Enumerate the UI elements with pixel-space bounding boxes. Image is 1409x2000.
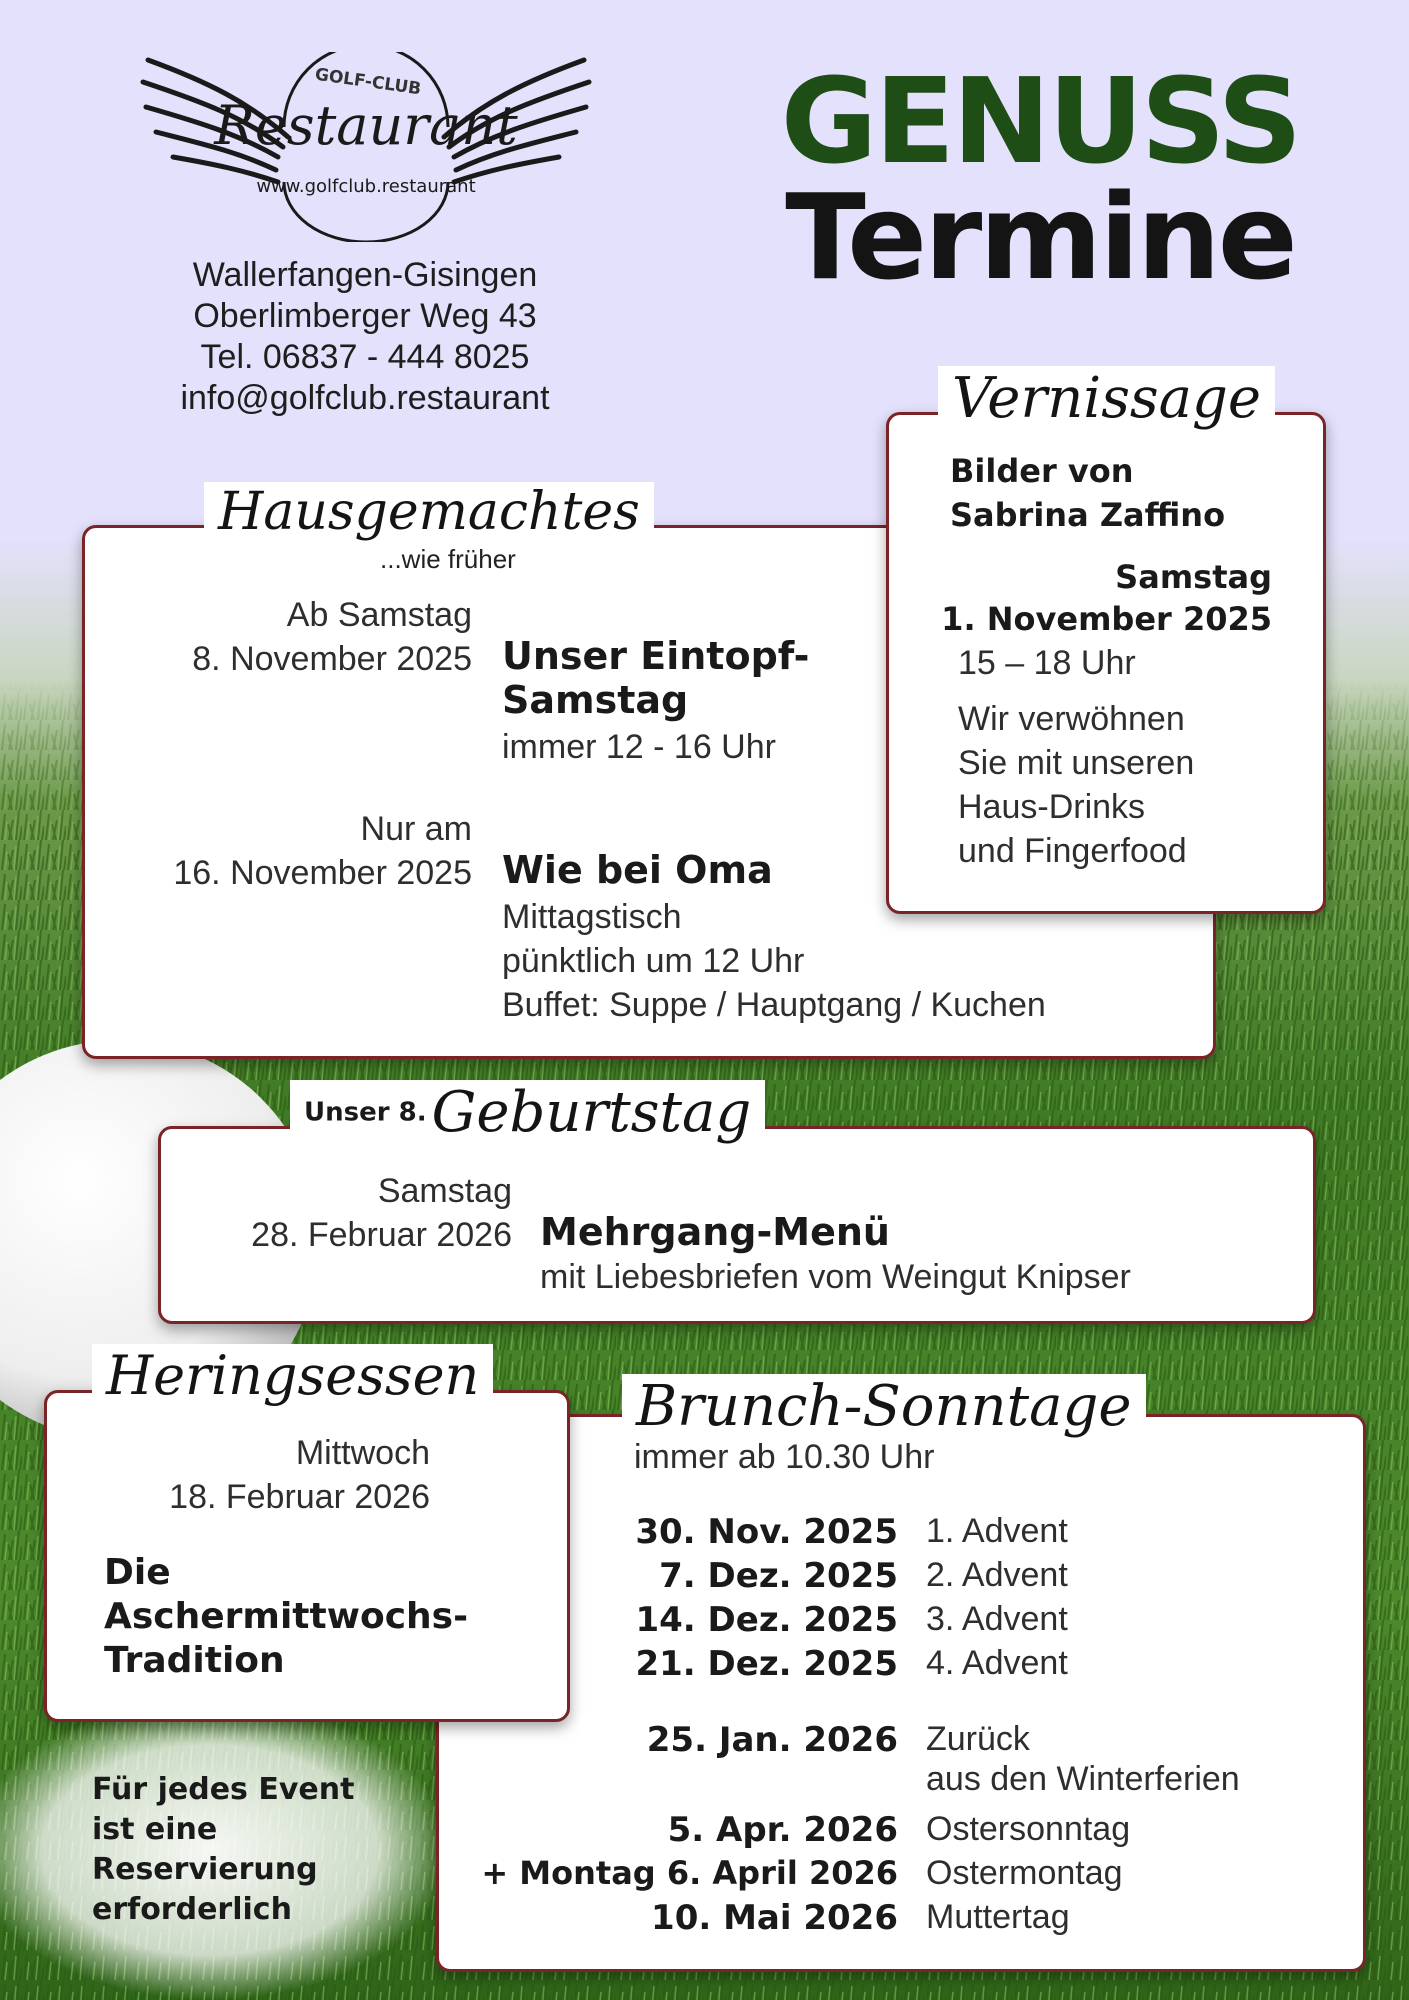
vernissage-desc-1: Wir verwöhnen (958, 700, 1185, 738)
event1-date-line2: 8. November 2025 (192, 640, 472, 678)
contact-town: Wallerfangen-Gisingen (192, 256, 538, 294)
contact-street: Oberlimberger Weg 43 (193, 297, 537, 335)
event2-detail-2: pünktlich um 12 Uhr (502, 942, 805, 980)
brunch-label: 4. Advent (926, 1644, 1068, 1682)
vernissage-artist-line1: Bilder von (950, 452, 1134, 490)
hausgemacht-title: Hausgemachtes (204, 482, 654, 542)
brunch-label: 3. Advent (926, 1600, 1068, 1638)
event2-detail-1: Mittagstisch (502, 898, 682, 936)
hering-name-2: Aschermittwochs- (104, 1596, 469, 1637)
vernissage-desc-2: Sie mit unseren (958, 744, 1195, 782)
reservation-line-1: Für jedes Event (92, 1772, 355, 1807)
hering-title: Heringsessen (92, 1344, 493, 1407)
hering-day: Mittwoch (295, 1434, 430, 1472)
vernissage-date: 1. November 2025 (941, 600, 1272, 638)
logo-name: Restaurant (214, 94, 518, 157)
reservation-line-3: Reservierung (92, 1852, 318, 1887)
geburtstag-title: Geburtstag (431, 1080, 752, 1145)
geburtstag-heading (290, 1080, 765, 1145)
brunch-row (450, 1512, 1350, 1556)
reservation-line-4: erforderlich (92, 1892, 292, 1927)
brunch-row (450, 1600, 1350, 1644)
headline-genuss: GENUSS (780, 52, 1300, 190)
contact-email[interactable]: info@golfclub.restaurant (180, 379, 550, 417)
brunch-row (450, 1810, 1350, 1854)
brunch-label: Muttertag (926, 1898, 1070, 1936)
brunch-date: 21. Dez. 2025 (635, 1644, 898, 1684)
hausgemacht-subtitle: ...wie früher (380, 544, 516, 574)
brunch-date: + Montag 6. April 2026 (481, 1854, 898, 1892)
vernissage-desc-4: und Fingerfood (958, 832, 1187, 870)
event2-detail-3: Buffet: Suppe / Hauptgang / Kuchen (502, 986, 1046, 1024)
brunch-row (450, 1760, 1350, 1810)
event1-date-line1: Ab Samstag (286, 596, 472, 634)
brunch-row (450, 1720, 1350, 1760)
headline-termine: Termine (785, 168, 1295, 306)
hering-date: 18. Februar 2026 (169, 1478, 430, 1516)
event1-detail: immer 12 - 16 Uhr (502, 728, 776, 766)
logo (138, 52, 594, 242)
brunch-label: Ostersonntag (926, 1810, 1131, 1848)
vernissage-title: Vernissage (938, 366, 1275, 431)
brunch-label: aus den Winterferien (926, 1760, 1240, 1798)
brunch-label: 1. Advent (926, 1512, 1068, 1550)
geburtstag-detail: mit Liebesbriefen vom Weingut Knipser (540, 1258, 1131, 1296)
event2-date-line1: Nur am (360, 810, 472, 848)
brunch-row (450, 1556, 1350, 1600)
brunch-date: 5. Apr. 2026 (667, 1810, 898, 1850)
vernissage-day: Samstag (1115, 558, 1272, 596)
brunch-date: 25. Jan. 2026 (646, 1720, 898, 1760)
brunch-list (450, 1512, 1350, 1942)
brunch-date: 30. Nov. 2025 (635, 1512, 898, 1552)
contact-block (90, 255, 640, 419)
event2-name: Wie bei Oma (502, 848, 773, 892)
reservation-line-2: ist eine (92, 1812, 218, 1847)
brunch-label: 2. Advent (926, 1556, 1068, 1594)
brunch-row (450, 1854, 1350, 1898)
brunch-label: Ostermontag (926, 1854, 1123, 1892)
brunch-date: 7. Dez. 2025 (659, 1556, 898, 1596)
geburtstag-prefix: Unser 8. (304, 1097, 427, 1128)
event2-date-line2: 16. November 2025 (173, 854, 472, 892)
brunch-row (450, 1898, 1350, 1942)
brunch-row (450, 1644, 1350, 1720)
brunch-date: 10. Mai 2026 (651, 1898, 898, 1938)
geburtstag-day: Samstag (377, 1172, 512, 1210)
event1-name-line2: Samstag (502, 678, 689, 722)
brunch-label: Zurück (926, 1720, 1030, 1758)
logo-url: www.golfclub.restaurant (256, 176, 476, 197)
brunch-date: 14. Dez. 2025 (635, 1600, 898, 1640)
contact-phone[interactable]: Tel. 06837 - 444 8025 (200, 338, 530, 376)
logo-top-text: GOLF-CLUB (313, 64, 423, 100)
event1-name-line1: Unser Eintopf- (502, 634, 810, 678)
headline (720, 52, 1360, 306)
vernissage-desc-3: Haus-Drinks (958, 788, 1146, 826)
brunch-title: Brunch-Sonntage (622, 1374, 1146, 1439)
brunch-subtitle: immer ab 10.30 Uhr (634, 1438, 935, 1476)
hering-name-3: Tradition (104, 1640, 285, 1681)
geburtstag-name: Mehrgang-Menü (540, 1210, 890, 1254)
vernissage-artist-line2: Sabrina Zaffino (950, 496, 1226, 534)
vernissage-time: 15 – 18 Uhr (958, 644, 1136, 682)
hering-name-1: Die (104, 1552, 171, 1593)
geburtstag-date: 28. Februar 2026 (251, 1216, 512, 1254)
reservation-note (92, 1770, 354, 1930)
